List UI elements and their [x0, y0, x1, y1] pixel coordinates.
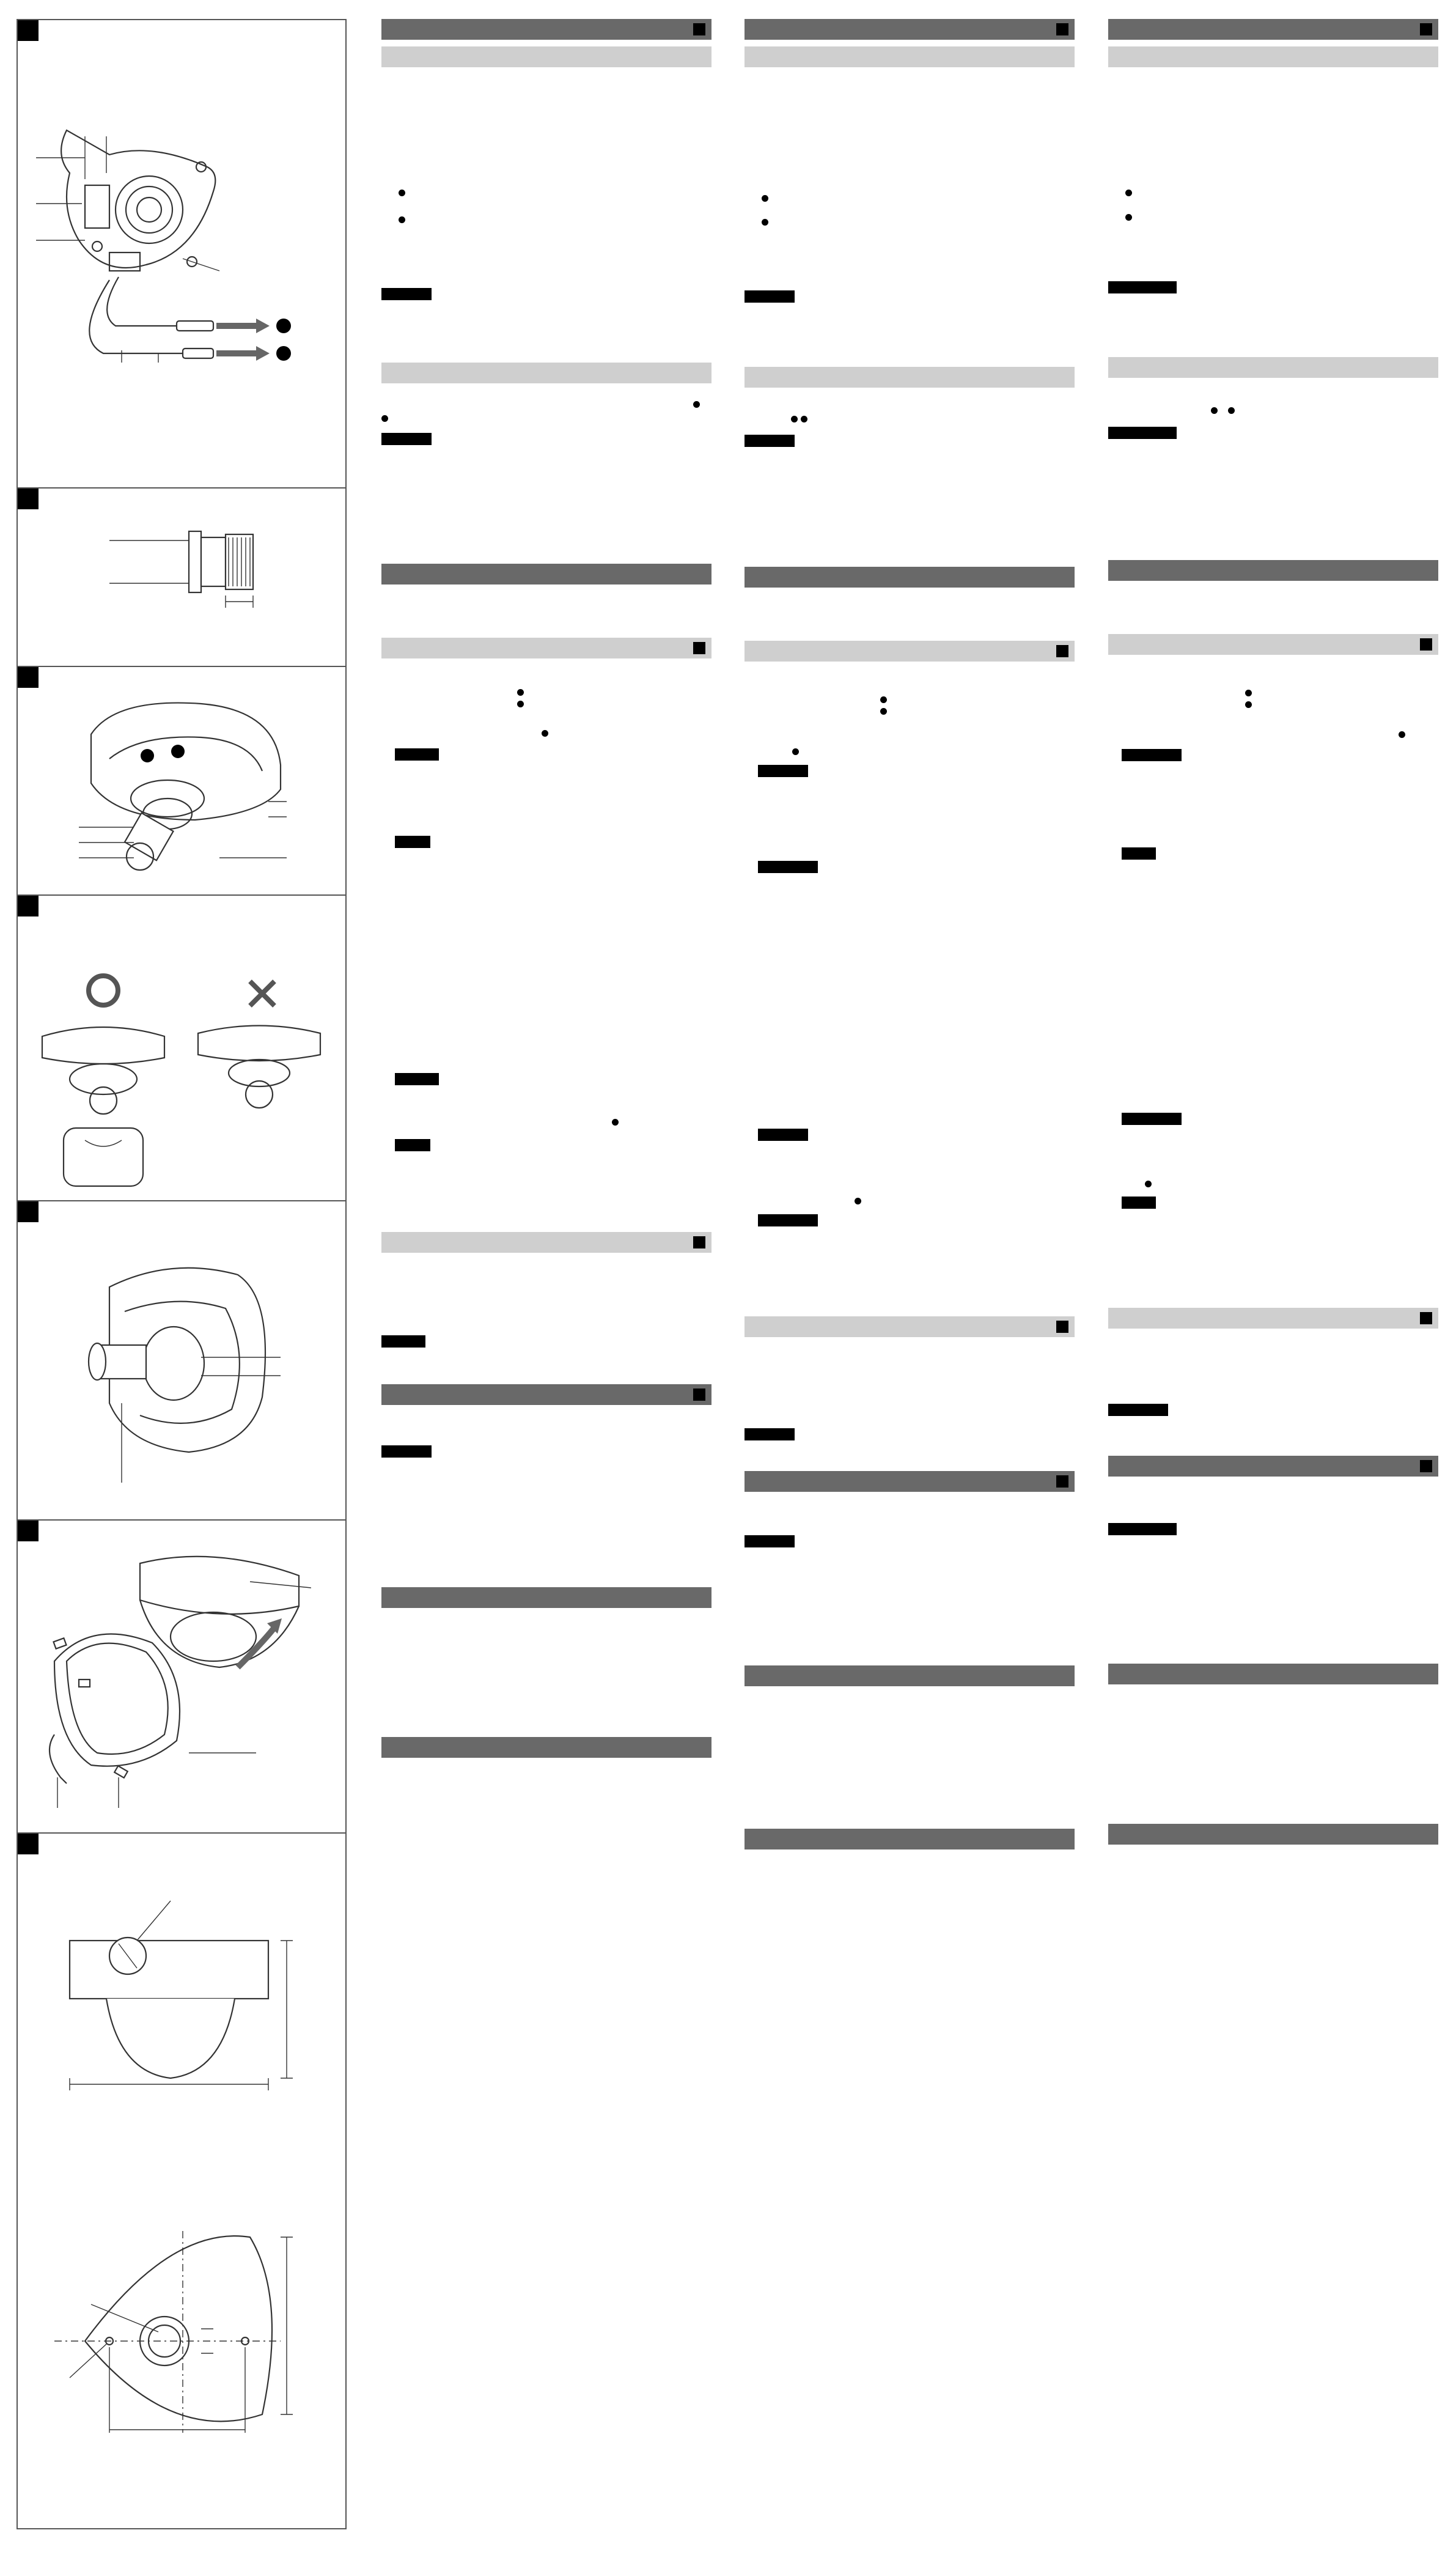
label-block — [1122, 847, 1156, 860]
bullet-icon — [399, 190, 405, 196]
bullet-icon — [693, 401, 700, 408]
label-block — [758, 1214, 818, 1226]
bullet-icon — [517, 701, 524, 707]
bullet-icon — [792, 748, 799, 755]
bullet-icon — [791, 416, 798, 422]
label-block — [745, 290, 795, 303]
label-block — [381, 433, 432, 445]
section-header-bar — [745, 1665, 1075, 1686]
camera-cable-illustration — [18, 20, 345, 489]
label-block — [745, 435, 795, 447]
section-header-bar — [1108, 560, 1438, 581]
bullet-icon — [517, 689, 524, 696]
figure-column — [17, 19, 347, 2529]
label-block — [1122, 1113, 1182, 1125]
square-marker-icon — [693, 1388, 705, 1401]
square-marker-icon — [1420, 1460, 1432, 1472]
section-header-bar — [381, 19, 711, 40]
bullet-icon — [1211, 407, 1218, 414]
subsection-header-bar — [1108, 634, 1438, 655]
label-block — [1108, 427, 1177, 439]
subsection-header-bar — [381, 638, 711, 658]
label-block — [395, 748, 439, 761]
label-block — [395, 836, 430, 848]
square-marker-icon — [1056, 1475, 1068, 1488]
label-block — [758, 1129, 808, 1141]
label-block — [758, 765, 808, 777]
section-header-bar — [381, 1587, 711, 1608]
section-header-bar — [745, 567, 1075, 588]
text-column-2 — [745, 19, 1075, 1853]
section-header-bar — [745, 19, 1075, 40]
label-block — [1108, 1523, 1177, 1535]
figure-panel-2 — [18, 489, 345, 667]
section-header-bar — [1108, 1664, 1438, 1684]
label-block — [758, 861, 818, 873]
subsection-header-bar — [1108, 357, 1438, 378]
bullet-icon — [1125, 214, 1132, 221]
correct-mark-icon — [89, 976, 118, 1005]
lens-adapter-illustration — [18, 489, 345, 667]
subsection-header-bar — [745, 367, 1075, 388]
mounting-comparison-illustration — [18, 896, 345, 1201]
section-header-bar — [745, 1829, 1075, 1849]
bullet-icon — [1145, 1181, 1152, 1187]
subsection-header-bar — [745, 641, 1075, 662]
bullet-icon — [855, 1198, 861, 1204]
text-column-3 — [1108, 19, 1438, 1853]
subsection-header-bar — [1108, 46, 1438, 67]
bullet-icon — [612, 1119, 619, 1126]
bullet-icon — [1125, 190, 1132, 196]
camera-interior-illustration — [18, 667, 345, 896]
subsection-header-bar — [745, 1316, 1075, 1337]
square-marker-icon — [1056, 1321, 1068, 1333]
subsection-header-bar — [745, 46, 1075, 67]
bullet-icon — [1228, 407, 1235, 414]
bullet-icon — [399, 216, 405, 223]
section-header-bar — [745, 1471, 1075, 1492]
figure-panel-3 — [18, 667, 345, 896]
bullet-icon — [762, 219, 768, 226]
label-block — [745, 1535, 795, 1547]
figure-panel-1 — [18, 20, 345, 489]
label-block — [1122, 749, 1182, 761]
bullet-icon — [1399, 731, 1405, 738]
label-block — [745, 1428, 795, 1440]
dome-cover-illustration — [18, 1521, 345, 1834]
bullet-icon — [880, 696, 887, 703]
square-marker-icon — [1420, 638, 1432, 651]
incorrect-mark-icon — [250, 981, 274, 1006]
section-header-bar — [1108, 1824, 1438, 1845]
bullet-icon — [542, 730, 548, 737]
subsection-header-bar — [381, 1232, 711, 1253]
lens-adjustment-illustration — [18, 1201, 345, 1521]
dimensions-illustration — [18, 1834, 345, 2528]
figure-panel-5 — [18, 1201, 345, 1521]
bullet-icon — [381, 415, 388, 422]
label-block — [395, 1139, 430, 1151]
square-marker-icon — [693, 642, 705, 654]
square-marker-icon — [1420, 1312, 1432, 1324]
section-header-bar — [381, 1384, 711, 1405]
bullet-icon — [801, 416, 807, 422]
label-block — [1108, 1404, 1168, 1416]
subsection-header-bar — [1108, 1308, 1438, 1329]
figure-panel-6 — [18, 1521, 345, 1834]
square-marker-icon — [1056, 645, 1068, 657]
square-marker-icon — [693, 1236, 705, 1248]
section-header-bar — [381, 564, 711, 584]
section-header-bar — [381, 1737, 711, 1758]
label-block — [381, 1445, 432, 1458]
section-header-bar — [1108, 19, 1438, 40]
bullet-icon — [762, 195, 768, 202]
bullet-icon — [1245, 690, 1252, 696]
label-block — [381, 288, 432, 300]
bullet-icon — [880, 708, 887, 715]
text-column-1 — [381, 19, 711, 1853]
label-block — [1108, 281, 1177, 293]
figure-panel-4 — [18, 896, 345, 1201]
section-header-bar — [1108, 1456, 1438, 1477]
subsection-header-bar — [381, 363, 711, 383]
square-marker-icon — [1420, 23, 1432, 35]
subsection-header-bar — [381, 46, 711, 67]
label-block — [381, 1335, 425, 1348]
figure-panel-7 — [18, 1834, 345, 2528]
bullet-icon — [1245, 701, 1252, 708]
label-block — [1122, 1197, 1156, 1209]
square-marker-icon — [1056, 23, 1068, 35]
square-marker-icon — [693, 23, 705, 35]
label-block — [395, 1073, 439, 1085]
